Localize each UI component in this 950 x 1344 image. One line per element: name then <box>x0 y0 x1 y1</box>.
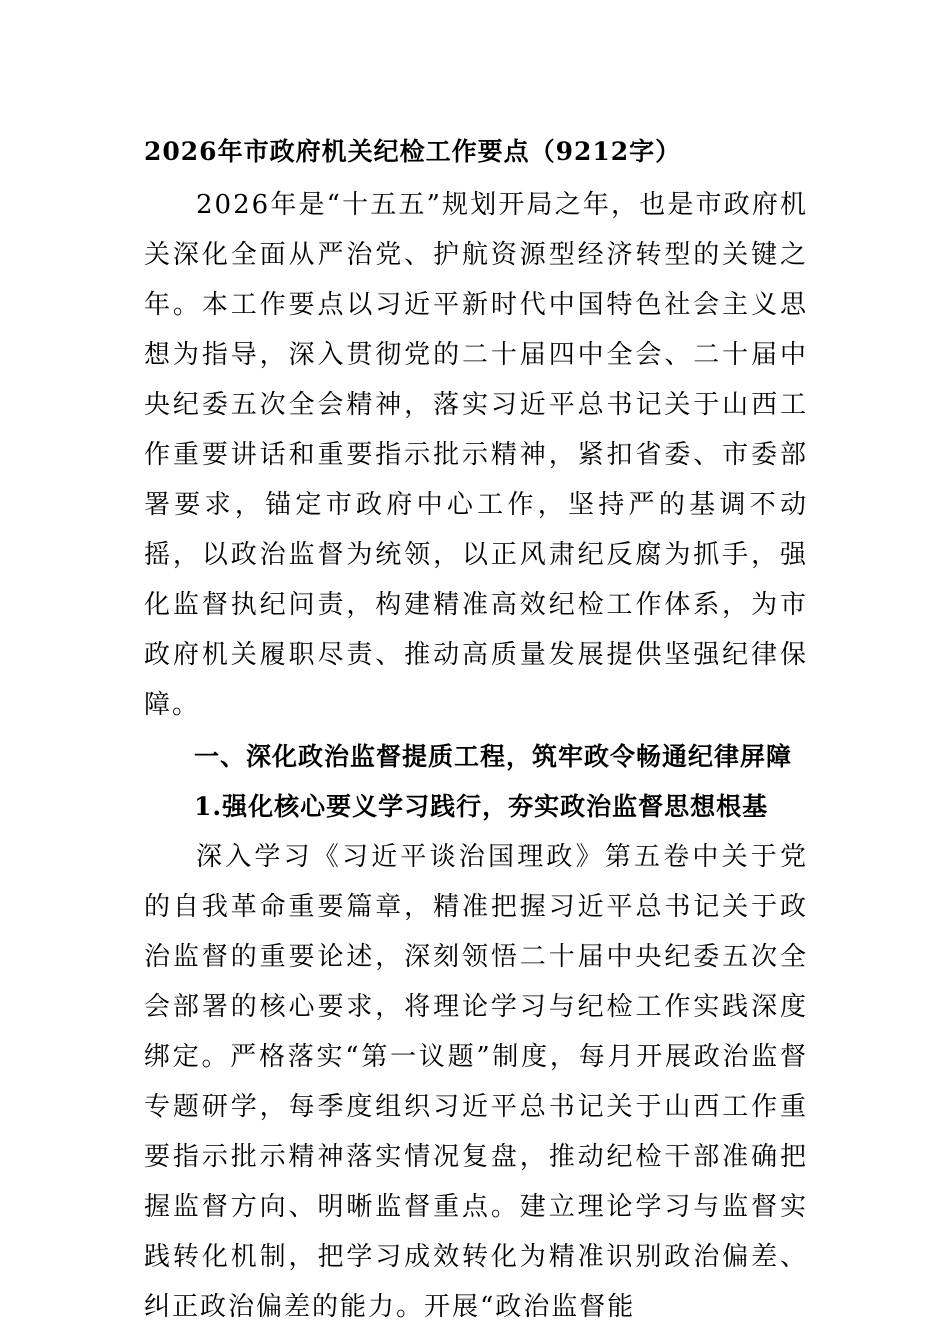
subsection-1-heading: 1.强化核心要义学习践行，夯实政治监督思想根基 <box>194 792 769 821</box>
section-1-heading: 一、深化政治监督提质工程，筑牢政令畅通纪律屏障 <box>194 742 793 771</box>
intro-paragraph: 2026年是“十五五”规划开局之年，也是市政府机关深化全面从严治党、护航资源型经济转型的关键之年。本工作要点以习近平新时代中国特色社会主义思想为指导，深入贯彻党的二十届四中全会、二十届中央纪委五次全会精神，落实习近平总书记关于山西工作重要讲话和重要指示批示精神，紧扣省委、市委部署要求，锚定市政府中心工作，坚持严的基调不动摇，以政治监督为统领，以正风肃纪反腐为抓手，强化监督执纪问责，构建精准高效纪检工作体系，为市政府机关履职尽责、推动高质量发展提供坚强纪律保障。 <box>144 190 808 720</box>
subsection-1-paragraph: 深入学习《习近平谈治国理政》第五卷中关于党的自我革命重要篇章，精准把握习近平总书记关于政治监督的重要论述，深刻领悟二十届中央纪委五次全会部署的核心要求，将理论学习与纪检工作实践深度绑定。严格落实“第一议题”制度，每月开展政治监督专题研学，每季度组织习近平总书记关于山西工作重要指示批示精神落实情况复盘，推动纪检干部准确把握监督方向、明晰监督重点。建立理论学习与监督实践转化机制，把学习成效转化为精准识别政治偏差、纠正政治偏差的能力。开展“政治监督能 <box>144 842 808 1322</box>
document-body <box>144 132 808 1332</box>
document-title: 2026年市政府机关纪检工作要点（9212字） <box>144 137 682 166</box>
